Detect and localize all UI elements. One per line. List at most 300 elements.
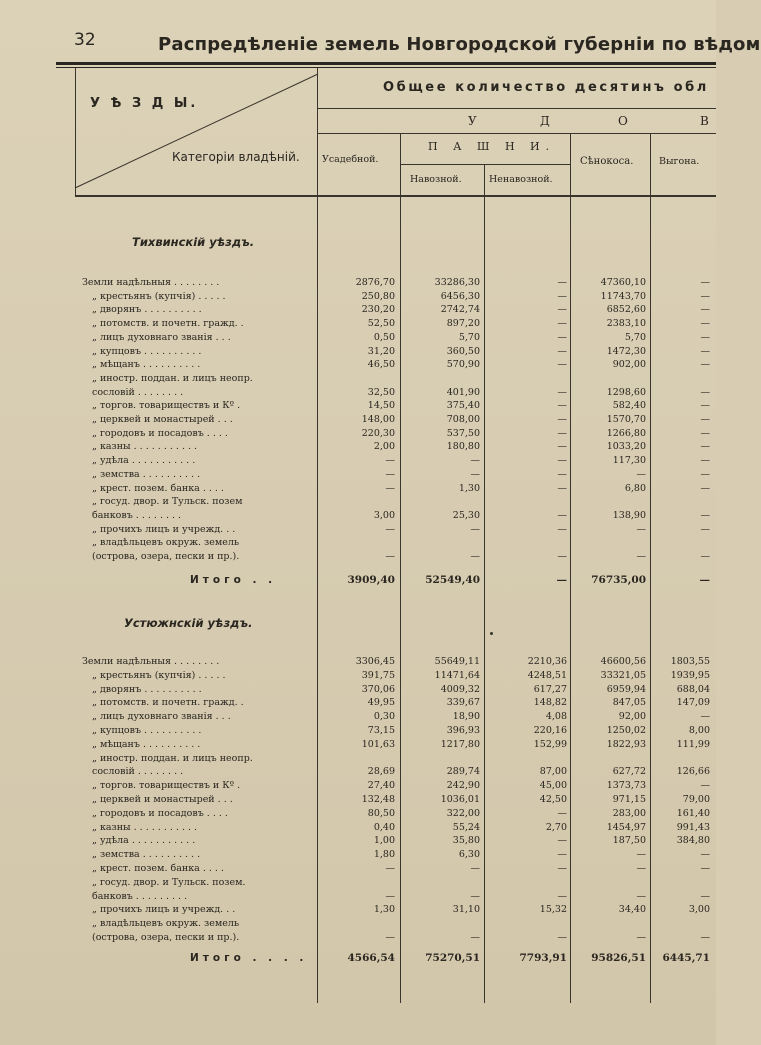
cell-value: 42,50 [539, 794, 567, 805]
cell-value: — [700, 345, 710, 357]
cell-value: — [557, 359, 567, 371]
cell-value: 230,20 [361, 304, 395, 316]
cell-value: 0,40 [373, 821, 395, 833]
cell-value: — [385, 863, 395, 874]
cell-value: 73,15 [367, 725, 395, 736]
page-number: 32 [74, 30, 96, 50]
total-label: Итого . . . . [190, 952, 308, 964]
cell-value: — [557, 331, 567, 343]
cell-value: 2876,70 [355, 277, 395, 288]
cell-value: 322,00 [446, 807, 480, 819]
cell-value: 2210,36 [527, 656, 567, 667]
table-row [0, 550, 716, 563]
cell-value: 2742,74 [440, 304, 480, 316]
row-label: „ владѣльцевъ окруж. земель [92, 537, 240, 549]
table-row [0, 440, 716, 453]
row-label: „ крест. позем. банка . . . . [92, 863, 224, 874]
row-label: „ потомств. и почетн. гражд. . [92, 697, 244, 709]
cell-value: 6,80 [624, 482, 646, 494]
cell-value: — [470, 523, 480, 535]
cell-value: — [557, 468, 567, 480]
row-label: „ купцовъ . . . . . . . . . . [92, 345, 202, 357]
cell-value: 45,00 [539, 780, 567, 792]
row-label: (острова, озера, пески и пр.). [92, 551, 240, 562]
table-row [0, 345, 716, 358]
cell-value: — [385, 551, 395, 562]
table-row [0, 848, 716, 861]
header-letter-v: В [700, 114, 727, 128]
row-label: „ лицъ духовнаго званія . . . [92, 711, 231, 723]
cell-value: 2,00 [373, 441, 395, 453]
cell-value: 537,50 [446, 427, 480, 439]
row-label: „ дворянъ . . . . . . . . . . [92, 683, 202, 695]
cell-value: — [557, 932, 567, 943]
cell-value: — [470, 468, 480, 480]
cell-value: — [636, 932, 646, 943]
header-letter-d: Д [540, 114, 568, 128]
cell-value: 339,67 [446, 697, 480, 709]
top-rule-thick [56, 62, 716, 65]
cell-value: 33321,05 [600, 669, 646, 681]
row-label: Земли надѣльныя . . . . . . . . [82, 656, 220, 667]
header-navoznoi: Навозной. [410, 174, 462, 185]
row-label: „ владѣльцевъ окруж. земель [92, 918, 240, 930]
row-label: сословій . . . . . . . . [92, 766, 184, 778]
table-row [0, 793, 716, 806]
cell-value: 180,80 [446, 441, 480, 453]
cell-value: 991,43 [676, 821, 710, 833]
cell-value: 49,95 [367, 697, 395, 709]
cell-value: 3306,45 [355, 656, 395, 667]
cell-value: 5,70 [624, 331, 646, 343]
table-row [0, 482, 716, 495]
total-value: 52549,40 [425, 574, 480, 586]
row-label: „ казны . . . . . . . . . . . [92, 441, 198, 453]
cell-value: 582,40 [612, 400, 646, 412]
cell-value: — [385, 468, 395, 480]
cell-value: 138,90 [612, 509, 646, 521]
cell-value: — [557, 277, 567, 288]
table-row [0, 738, 716, 751]
cell-value: 847,05 [612, 697, 646, 709]
cell-value: — [700, 863, 710, 874]
row-label: „ иностр. поддан. и лицъ неопр. [92, 372, 253, 384]
cell-value: 8,00 [688, 725, 710, 736]
table-row [0, 710, 716, 723]
district-heading-ustyuzhna: Устюжнскій уѣздъ. [124, 616, 253, 630]
cell-value: — [470, 890, 480, 902]
cell-value: — [700, 277, 710, 288]
table-row [0, 290, 716, 303]
cell-value: — [700, 932, 710, 943]
cell-value: 46,50 [367, 359, 395, 371]
row-label: „ госуд. двор. и Тульск. позем [92, 496, 243, 508]
total-label: Итого . . [190, 574, 277, 586]
cell-value: 148,00 [361, 414, 395, 425]
cell-value: — [700, 318, 710, 330]
cell-value: 396,93 [446, 725, 480, 736]
row-label: „ земства . . . . . . . . . . [92, 468, 201, 480]
table-row [0, 903, 716, 916]
cell-value: 902,00 [612, 359, 646, 371]
cell-value: 15,32 [539, 904, 567, 916]
cell-value: — [470, 932, 480, 943]
cell-value: — [700, 441, 710, 453]
row-label: банковъ . . . . . . . . . [92, 890, 188, 902]
cell-value: 2383,10 [606, 318, 646, 330]
cell-value: 3,00 [688, 904, 710, 916]
table-row [0, 917, 716, 930]
row-label: „ церквей и монастырей . . . [92, 414, 233, 425]
cell-value: 1,30 [373, 904, 395, 916]
cell-value: 117,30 [612, 455, 646, 467]
header-general-quantity: Общее количество десятинъ обл [383, 80, 709, 95]
cell-value: 27,40 [367, 780, 395, 792]
cell-value: 360,50 [446, 345, 480, 357]
total-value: 6445,71 [662, 952, 710, 964]
total-value: 4566,54 [347, 952, 395, 964]
cell-value: — [557, 523, 567, 535]
cell-value: 52,50 [367, 318, 395, 330]
cell-value: 79,00 [682, 794, 710, 805]
cell-value: — [557, 427, 567, 439]
table-row [0, 669, 716, 682]
column-line-left [75, 68, 76, 196]
header-vygona: Выгона. [659, 156, 700, 167]
cell-value: — [385, 523, 395, 535]
row-label: „ купцовъ . . . . . . . . . . [92, 725, 202, 736]
table-row [0, 317, 716, 330]
row-label: сословій . . . . . . . . [92, 386, 184, 398]
cell-value: 1298,60 [606, 386, 646, 398]
header-pashni: П А Ш Н И. [428, 140, 556, 153]
cell-value: 0,50 [373, 331, 395, 343]
row-label: Земли надѣльныя . . . . . . . . [82, 277, 220, 288]
cell-value: 47360,10 [600, 277, 646, 288]
cell-value: 384,80 [676, 835, 710, 847]
cell-value: 132,48 [361, 794, 395, 805]
cell-value: — [636, 849, 646, 861]
row-label: „ церквей и монастырей . . . [92, 794, 233, 805]
table-row [0, 468, 716, 481]
table-row [0, 807, 716, 820]
cell-value: 1822,93 [606, 738, 646, 750]
header-categories: Категоріи владѣній. [172, 150, 300, 164]
cell-value: — [700, 711, 710, 723]
cell-value: — [636, 863, 646, 874]
cell-value: — [700, 400, 710, 412]
row-label: банковъ . . . . . . . . [92, 509, 182, 521]
header-nenavoznoi: Ненавозной. [489, 174, 553, 185]
header-senokosa: Сѣнокоса. [580, 156, 634, 167]
row-label: (острова, озера, пески и пр.). [92, 932, 240, 943]
district-heading-tikhvin: Тихвинскій уѣздъ. [132, 235, 255, 249]
cell-value: — [470, 455, 480, 467]
total-value: — [699, 574, 710, 586]
cell-value: — [557, 835, 567, 847]
table-row [0, 765, 716, 778]
cell-value: 148,82 [533, 697, 567, 709]
cell-value: 1217,80 [440, 738, 480, 750]
cell-value: 46600,56 [600, 656, 646, 667]
cell-value: 111,99 [676, 738, 710, 750]
table-row [0, 752, 716, 765]
total-value: 7793,91 [519, 952, 567, 964]
cell-value: — [557, 290, 567, 302]
cell-value: 28,69 [367, 766, 395, 778]
cell-value: — [636, 468, 646, 480]
total-value: 3909,40 [347, 574, 395, 586]
cell-value: 5,70 [458, 331, 480, 343]
row-label: „ мѣщанъ . . . . . . . . . . [92, 359, 201, 371]
cell-value: — [700, 359, 710, 371]
table-row [0, 536, 716, 549]
cell-value: 147,09 [676, 697, 710, 709]
row-label: „ лицъ духовнаго званія . . . [92, 331, 231, 343]
cell-value: — [557, 509, 567, 521]
cell-value: 6959,94 [606, 683, 646, 695]
header-rule-udobnoi [318, 133, 716, 134]
cell-value: — [636, 551, 646, 562]
cell-value: — [557, 318, 567, 330]
table-row [0, 386, 716, 399]
table-row [0, 303, 716, 316]
row-label: „ земства . . . . . . . . . . [92, 849, 201, 861]
row-label: „ мѣщанъ . . . . . . . . . . [92, 738, 201, 750]
cell-value: 1,80 [373, 849, 395, 861]
cell-value: 627,72 [612, 766, 646, 778]
header-letter-o: О [618, 114, 646, 128]
cell-value: 2,70 [545, 821, 567, 833]
cell-value: — [700, 290, 710, 302]
cell-value: 55,24 [452, 821, 480, 833]
print-mark [490, 632, 493, 635]
table-row [0, 779, 716, 792]
header-uezdy: У Ѣ З Д Ы. [90, 96, 199, 111]
cell-value: — [700, 331, 710, 343]
header-diagonal [75, 68, 318, 196]
header-letter-u: У [468, 114, 495, 128]
cell-value: 126,66 [676, 766, 710, 778]
cell-value: 1266,80 [606, 427, 646, 439]
cell-value: 33286,30 [434, 277, 480, 288]
table-row [0, 372, 716, 385]
table-row [0, 454, 716, 467]
table-row [0, 876, 716, 889]
cell-value: 34,40 [618, 904, 646, 916]
row-label: „ казны . . . . . . . . . . . [92, 821, 198, 833]
total-row [0, 574, 716, 587]
header-rule-pashni [400, 164, 570, 165]
table-row [0, 931, 716, 944]
cell-value: — [700, 386, 710, 398]
table-row [0, 427, 716, 440]
row-label: „ городовъ и посадовъ . . . . [92, 427, 228, 439]
cell-value: — [557, 304, 567, 316]
cell-value: 370,06 [361, 683, 395, 695]
cell-value: 1250,02 [606, 725, 646, 736]
cell-value: — [557, 400, 567, 412]
cell-value: — [557, 863, 567, 874]
table-row [0, 509, 716, 522]
table-row [0, 358, 716, 371]
table-row [0, 331, 716, 344]
row-label: „ прочихъ лицъ и учрежд. . . [92, 523, 236, 535]
cell-value: — [700, 304, 710, 316]
cell-value: 1454,97 [606, 821, 646, 833]
cell-value: 6456,30 [440, 290, 480, 302]
cell-value: 31,10 [452, 904, 480, 916]
cell-value: 80,50 [367, 807, 395, 819]
header-rule-general [318, 108, 716, 109]
cell-value: — [636, 890, 646, 902]
cell-value: — [557, 551, 567, 562]
cell-value: 32,50 [367, 386, 395, 398]
cell-value: — [385, 455, 395, 467]
cell-value: 250,80 [361, 290, 395, 302]
cell-value: — [557, 849, 567, 861]
total-value: 75270,51 [425, 952, 480, 964]
row-label: „ торгов. товариществъ и Кº . [92, 400, 241, 412]
cell-value: 1939,95 [670, 669, 710, 681]
cell-value: 92,00 [618, 711, 646, 723]
table-row [0, 413, 716, 426]
cell-value: 4009,32 [440, 683, 480, 695]
row-label: „ крест. позем. банка . . . . [92, 482, 224, 494]
page-title: Распредѣленіе земель Новгородской губерніи по вѣдом [158, 34, 761, 55]
cell-value: 570,90 [446, 359, 480, 371]
total-value: — [556, 574, 567, 586]
total-value: 76735,00 [591, 574, 646, 586]
cell-value: 4248,51 [527, 669, 567, 681]
table-row [0, 821, 716, 834]
row-label: „ потомств. и почетн. гражд. . [92, 318, 244, 330]
table-row [0, 696, 716, 709]
cell-value: 25,30 [452, 509, 480, 521]
total-value: 95826,51 [591, 952, 646, 964]
row-label: „ дворянъ . . . . . . . . . . [92, 304, 202, 316]
cell-value: 220,30 [361, 427, 395, 439]
cell-value: 375,40 [446, 400, 480, 412]
cell-value: 401,90 [446, 386, 480, 398]
cell-value: 11743,70 [600, 290, 646, 302]
table-row [0, 724, 716, 737]
cell-value: 688,04 [676, 683, 710, 695]
table-row [0, 683, 716, 696]
cell-value: 971,15 [612, 794, 646, 805]
cell-value: — [700, 427, 710, 439]
cell-value: — [385, 932, 395, 943]
cell-value: 1,00 [373, 835, 395, 847]
cell-value: — [700, 551, 710, 562]
cell-value: — [700, 482, 710, 494]
cell-value: — [557, 386, 567, 398]
cell-value: 14,50 [367, 400, 395, 412]
cell-value: — [700, 780, 710, 792]
cell-value: 161,40 [676, 807, 710, 819]
cell-value: 283,00 [612, 807, 646, 819]
table-row [0, 276, 716, 289]
cell-value: 55649,11 [434, 656, 480, 667]
cell-value: — [557, 482, 567, 494]
cell-value: 242,90 [446, 780, 480, 792]
table-row [0, 834, 716, 847]
cell-value: 35,80 [452, 835, 480, 847]
table-row [0, 862, 716, 875]
cell-value: — [700, 468, 710, 480]
header-usadebnoi: Усадебной. [322, 154, 379, 165]
cell-value: 897,20 [446, 318, 480, 330]
cell-value: — [636, 523, 646, 535]
cell-value: 4,08 [545, 711, 567, 723]
cell-value: 708,00 [446, 414, 480, 425]
row-label: „ иностр. поддан. и лицъ неопр. [92, 752, 253, 764]
cell-value: 3,00 [373, 509, 395, 521]
cell-value: 391,75 [361, 669, 395, 681]
cell-value: 0,30 [373, 711, 395, 723]
cell-value: — [385, 482, 395, 494]
cell-value: — [557, 441, 567, 453]
cell-value: 289,74 [446, 766, 480, 778]
cell-value: — [557, 807, 567, 819]
cell-value: 11471,64 [434, 669, 480, 681]
table-row [0, 655, 716, 668]
row-label: „ крестьянъ (купчія) . . . . . [92, 290, 226, 302]
row-label: „ торгов. товариществъ и Кº . [92, 780, 241, 792]
cell-value: — [700, 849, 710, 861]
row-label: „ крестьянъ (купчія) . . . . . [92, 669, 226, 681]
cell-value: — [557, 345, 567, 357]
row-label: „ городовъ и посадовъ . . . . [92, 807, 228, 819]
cell-value: — [700, 890, 710, 902]
cell-value: — [557, 890, 567, 902]
cell-value: 101,63 [361, 738, 395, 750]
table-row [0, 399, 716, 412]
cell-value: — [557, 414, 567, 425]
cell-value: 87,00 [539, 766, 567, 778]
cell-value: 1803,55 [670, 656, 710, 667]
cell-value: — [557, 455, 567, 467]
row-label: „ удѣла . . . . . . . . . . . [92, 835, 196, 847]
row-label: „ удѣла . . . . . . . . . . . [92, 455, 196, 467]
cell-value: — [700, 523, 710, 535]
row-label: „ прочихъ лицъ и учрежд. . . [92, 904, 236, 916]
cell-value: — [700, 509, 710, 521]
cell-value: 1570,70 [606, 414, 646, 425]
cell-value: 1472,30 [606, 345, 646, 357]
cell-value: 6,30 [458, 849, 480, 861]
cell-value: 1,30 [458, 482, 480, 494]
cell-value: 6852,60 [606, 304, 646, 316]
cell-value: 1373,73 [606, 780, 646, 792]
cell-value: — [470, 551, 480, 562]
cell-value: 220,16 [533, 725, 567, 736]
table-row [0, 523, 716, 536]
cell-value: 187,50 [612, 835, 646, 847]
cell-value: 1036,01 [440, 794, 480, 805]
cell-value: — [470, 863, 480, 874]
cell-value: 1033,20 [606, 441, 646, 453]
cell-value: 617,27 [533, 683, 567, 695]
table-row [0, 495, 716, 508]
cell-value: 31,20 [367, 345, 395, 357]
cell-value: 18,90 [452, 711, 480, 723]
cell-value: — [700, 455, 710, 467]
row-label: „ госуд. двор. и Тульск. позем. [92, 876, 246, 888]
total-row [0, 952, 716, 965]
cell-value: 152,99 [533, 738, 567, 750]
cell-value: — [700, 414, 710, 425]
